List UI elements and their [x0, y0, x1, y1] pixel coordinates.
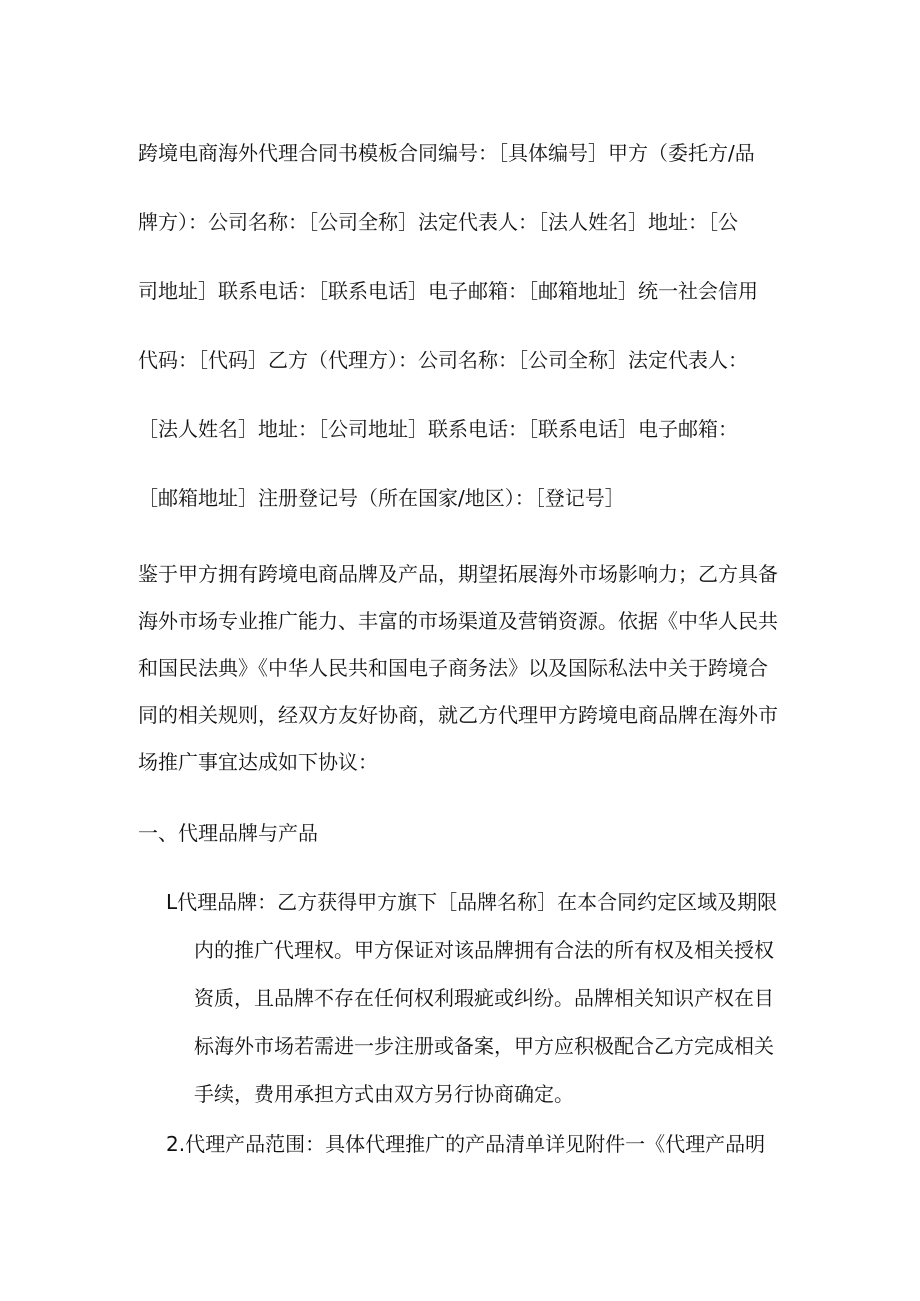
header-line-5: ［法人姓名］地址：［公司地址］联系电话：［联系电话］电子邮箱： [138, 417, 738, 441]
item-1-line-5: 手续，费用承担方式由双方另行协商确定。 [194, 1082, 574, 1106]
preamble-line-3: 和国民法典》《中华人民共和国电子商务法》以及国际私法中关于跨境合 [138, 656, 768, 680]
preamble-line-2: 海外市场专业推广能力、丰富的市场渠道及营销资源。依据《中华人民共 [138, 609, 778, 633]
header-line-1: 跨境电商海外代理合同书模板合同编号：［具体编号］甲方（委托方/品 [138, 141, 755, 165]
item-1-line-2: 内的推广代理权。甲方保证对该品牌拥有合法的所有权及相关授权 [194, 938, 774, 962]
preamble-line-4: 同的相关规则，经双方友好协商，就乙方代理甲方跨境电商品牌在海外市 [138, 703, 778, 727]
header-line-2: 牌方）：公司名称：［公司全称］法定代表人：［法人姓名］地址：［公 [138, 210, 738, 234]
preamble-line-5: 场推广事宜达成如下协议： [138, 750, 378, 774]
item-1-line-1: L代理品牌：乙方获得甲方旗下［品牌名称］在本合同约定区域及期限 [166, 890, 778, 914]
header-line-4: 代码：［代码］乙方（代理方）：公司名称：［公司全称］法定代表人： [138, 348, 748, 372]
item-1-line-3: 资质，且品牌不存在任何权利瑕疵或纠纷。品牌相关知识产权在目 [194, 986, 774, 1010]
item-2-line-1: 2.代理产品范围：具体代理推广的产品清单详见附件一《代理产品明 [166, 1132, 766, 1156]
header-line-6: ［邮箱地址］注册登记号（所在国家/地区）：［登记号］ [138, 486, 625, 510]
preamble-line-1: 鉴于甲方拥有跨境电商品牌及产品，期望拓展海外市场影响力；乙方具备 [138, 562, 778, 586]
section-1-heading: 一、代理品牌与产品 [138, 821, 318, 845]
item-1-line-4: 标海外市场若需进一步注册或备案，甲方应积极配合乙方完成相关 [194, 1034, 774, 1058]
header-line-3: 司地址］联系电话：［联系电话］电子邮箱：［邮箱地址］统一社会信用 [138, 279, 758, 303]
